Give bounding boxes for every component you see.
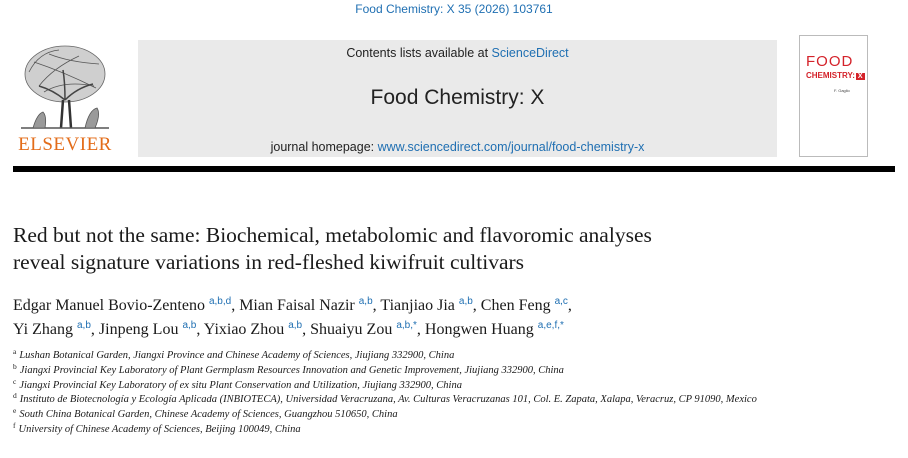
affiliation-key: d bbox=[13, 391, 17, 401]
cover-title-food: FOOD bbox=[806, 53, 854, 70]
affiliation-key: c bbox=[13, 376, 17, 386]
author-list bbox=[13, 294, 893, 342]
elsevier-wordmark: ELSEVIER bbox=[18, 134, 112, 155]
affiliation-text: Instituto de Biotecnología y Ecología Aplicada (INBIOTECA), Universidad Veracruzana, Av. Culturas Veracruzanas 101, Col. E. Zapata, Xalapa, Veracruz, CP 91090, Mexico bbox=[19, 394, 757, 406]
author-name[interactable]: Jinpeng Lou bbox=[98, 321, 179, 338]
author-separator: , bbox=[196, 321, 204, 338]
affiliation-text: South China Botanical Garden, Chinese Academy of Sciences, Guangzhou 510650, China bbox=[19, 409, 398, 421]
author-affiliation-sup[interactable]: a,c bbox=[554, 296, 568, 307]
author-separator: , bbox=[567, 297, 572, 314]
affiliation-key: e bbox=[13, 406, 17, 416]
affiliation-text: Lushan Botanical Garden, Jiangxi Province and Chinese Academy of Sciences, Jiujiang 332900, China bbox=[19, 350, 455, 361]
author-affiliation-sup[interactable]: a,b,d bbox=[208, 296, 232, 307]
cover-title-chemistry-text: CHEMISTRY: bbox=[806, 71, 855, 80]
affiliation-list bbox=[13, 349, 893, 438]
author-separator: , bbox=[416, 321, 425, 338]
author-name[interactable]: Hongwen Huang bbox=[424, 321, 534, 338]
affiliation-item bbox=[13, 349, 893, 364]
homepage-line bbox=[138, 140, 777, 154]
journal-cover-thumbnail[interactable] bbox=[799, 35, 868, 157]
affiliation-item bbox=[13, 408, 893, 423]
author-name[interactable]: Edgar Manuel Bovio-Zenteno bbox=[13, 297, 205, 314]
author-name[interactable]: Yi Zhang bbox=[13, 321, 73, 338]
affiliation-key: b bbox=[13, 361, 17, 371]
journal-header bbox=[138, 40, 777, 157]
author-name[interactable]: Chen Feng bbox=[480, 297, 551, 314]
author-separator: , bbox=[90, 321, 99, 338]
journal-citation[interactable]: Food Chemistry: X 35 (2026) 103761 bbox=[355, 2, 553, 16]
author-name[interactable]: Shuaiyu Zou bbox=[310, 321, 393, 338]
author-name[interactable]: Yixiao Zhou bbox=[203, 321, 285, 338]
homepage-prefix: journal homepage: bbox=[270, 140, 375, 154]
elsevier-logo[interactable] bbox=[13, 42, 117, 158]
author-name[interactable]: Tianjiao Jia bbox=[380, 297, 455, 314]
elsevier-tree-icon bbox=[19, 42, 111, 132]
sciencedirect-link[interactable]: ScienceDirect bbox=[491, 46, 569, 60]
author-name[interactable]: Mian Faisal Nazir bbox=[239, 297, 355, 314]
author-affiliation-sup[interactable]: a,b bbox=[288, 320, 303, 331]
header-divider bbox=[13, 166, 895, 172]
author-separator: , bbox=[472, 297, 481, 314]
affiliation-text: University of Chinese Academy of Sciences, Beijing 100049, China bbox=[18, 423, 301, 435]
author-affiliation-sup[interactable]: a,b bbox=[182, 320, 197, 331]
article-title bbox=[13, 222, 883, 276]
author-separator: , bbox=[302, 321, 311, 338]
affiliation-item bbox=[13, 361, 893, 379]
article-title-line-1: Red but not the same: Biochemical, metabolomic and flavoromic analyses bbox=[13, 223, 652, 247]
journal-homepage-link[interactable]: www.sciencedirect.com/journal/food-chemistry-x bbox=[377, 140, 645, 154]
author-affiliation-sup[interactable]: a,b bbox=[358, 296, 373, 307]
affiliation-key: f bbox=[13, 420, 16, 430]
contents-line bbox=[138, 46, 777, 60]
affiliation-text: Jiangxi Provincial Key Laboratory of ex situ Plant Conservation and Utilization, Jiujiang 332900, China bbox=[19, 379, 462, 391]
cover-editor: F. Gaglio bbox=[834, 88, 850, 93]
affiliation-key: a bbox=[13, 347, 17, 356]
author-affiliation-sup[interactable]: a,b bbox=[458, 296, 473, 307]
affiliation-item bbox=[13, 376, 893, 394]
author-affiliation-sup[interactable]: a,b,* bbox=[396, 320, 417, 331]
affiliation-text: Jiangxi Provincial Key Laboratory of Plant Germplasm Resources Innovation and Genetic Improvement, Jiujiang 332900, China bbox=[19, 364, 564, 376]
author-separator: , bbox=[231, 297, 240, 314]
contents-prefix: Contents lists available at bbox=[346, 46, 489, 60]
author-separator: , bbox=[372, 297, 381, 314]
author-line-1 bbox=[13, 294, 893, 318]
affiliation-item bbox=[13, 393, 893, 408]
article-title-line-2: reveal signature variations in red-fleshed kiwifruit cultivars bbox=[13, 250, 525, 274]
author-line-2 bbox=[13, 318, 893, 342]
cover-title-chemistry bbox=[806, 71, 865, 80]
author-affiliation-sup[interactable]: a,e,f,* bbox=[537, 320, 564, 331]
author-affiliation-sup[interactable]: a,b bbox=[77, 320, 91, 331]
cover-x-badge: X bbox=[857, 73, 863, 80]
journal-title: Food Chemistry: X bbox=[370, 86, 545, 109]
affiliation-item bbox=[13, 420, 893, 438]
